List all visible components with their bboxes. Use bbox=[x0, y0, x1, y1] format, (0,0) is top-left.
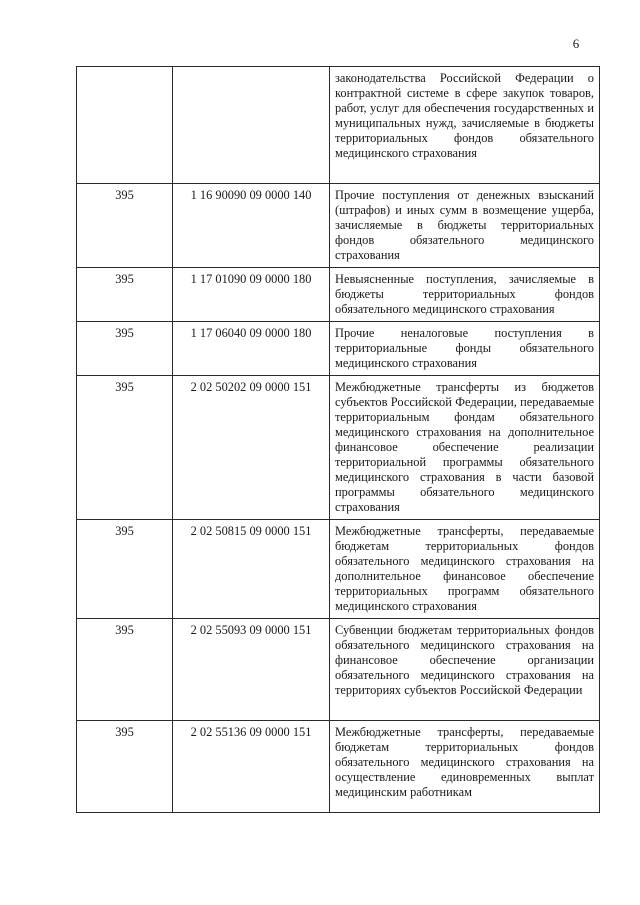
budget-classification-code-cell: 2 02 55136 09 0000 151 bbox=[173, 721, 330, 813]
revenue-description-cell: Межбюджетные трансферты из бюджетов субъектов Российской Федерации, передаваемые территориальным фондам обязательного медицинского страхования на дополнительное финансовое обеспечение реализации территориальной программы обязательного медицинского страхования в части базовой программы обязательного медицинского страхования bbox=[330, 376, 600, 520]
revenue-description-cell: законодательства Российской Федерации о контрактной системе в сфере закупок товаров, работ, услуг для обеспечения государственных и муниципальных нужд, зачисляемые в бюджеты территориальных фондов обязательного медицинского страхования bbox=[330, 67, 600, 184]
table-row bbox=[77, 322, 600, 376]
table-row bbox=[77, 184, 600, 268]
table-row bbox=[77, 376, 600, 520]
revenue-description-cell: Межбюджетные трансферты, передаваемые бюджетам территориальных фондов обязательного медицинского страхования на дополнительное финансовое обеспечение территориальных программ обязательного медицинского страхования bbox=[330, 520, 600, 619]
admin-code-cell: 395 bbox=[77, 721, 173, 813]
revenue-description-cell: Невыясненные поступления, зачисляемые в бюджеты территориальных фондов обязательного медицинского страхования bbox=[330, 268, 600, 322]
table-row bbox=[77, 67, 600, 184]
budget-classification-code-cell bbox=[173, 67, 330, 184]
table-body bbox=[77, 67, 600, 813]
revenue-description-cell: Межбюджетные трансферты, передаваемые бюджетам территориальных фондов обязательного медицинского страхования на осуществление единовременных выплат медицинским работникам bbox=[330, 721, 600, 813]
revenue-codes-table bbox=[76, 66, 600, 813]
admin-code-cell: 395 bbox=[77, 184, 173, 268]
budget-classification-code-cell: 2 02 55093 09 0000 151 bbox=[173, 619, 330, 721]
table-row bbox=[77, 268, 600, 322]
revenue-description-cell: Прочие поступления от денежных взысканий (штрафов) и иных сумм в возмещение ущерба, зачисляемые в бюджеты территориальных фондов обязательного медицинского страхования bbox=[330, 184, 600, 268]
table-row bbox=[77, 520, 600, 619]
page-number: 6 bbox=[572, 36, 580, 51]
budget-classification-code-cell: 2 02 50815 09 0000 151 bbox=[173, 520, 330, 619]
admin-code-cell: 395 bbox=[77, 619, 173, 721]
table-row bbox=[77, 619, 600, 721]
budget-classification-code-cell: 1 17 01090 09 0000 180 bbox=[173, 268, 330, 322]
admin-code-cell: 395 bbox=[77, 268, 173, 322]
admin-code-cell: 395 bbox=[77, 520, 173, 619]
table-row bbox=[77, 721, 600, 813]
admin-code-cell bbox=[77, 67, 173, 184]
budget-classification-code-cell: 1 17 06040 09 0000 180 bbox=[173, 322, 330, 376]
budget-classification-code-cell: 2 02 50202 09 0000 151 bbox=[173, 376, 330, 520]
revenue-description-cell: Субвенции бюджетам территориальных фондов обязательного медицинского страхования на финансовое обеспечение организации обязательного медицинского страхования на территориях субъектов Российской Федерации bbox=[330, 619, 600, 721]
admin-code-cell: 395 bbox=[77, 376, 173, 520]
revenue-description-cell: Прочие неналоговые поступления в территориальные фонды обязательного медицинского страхования bbox=[330, 322, 600, 376]
admin-code-cell: 395 bbox=[77, 322, 173, 376]
budget-classification-code-cell: 1 16 90090 09 0000 140 bbox=[173, 184, 330, 268]
